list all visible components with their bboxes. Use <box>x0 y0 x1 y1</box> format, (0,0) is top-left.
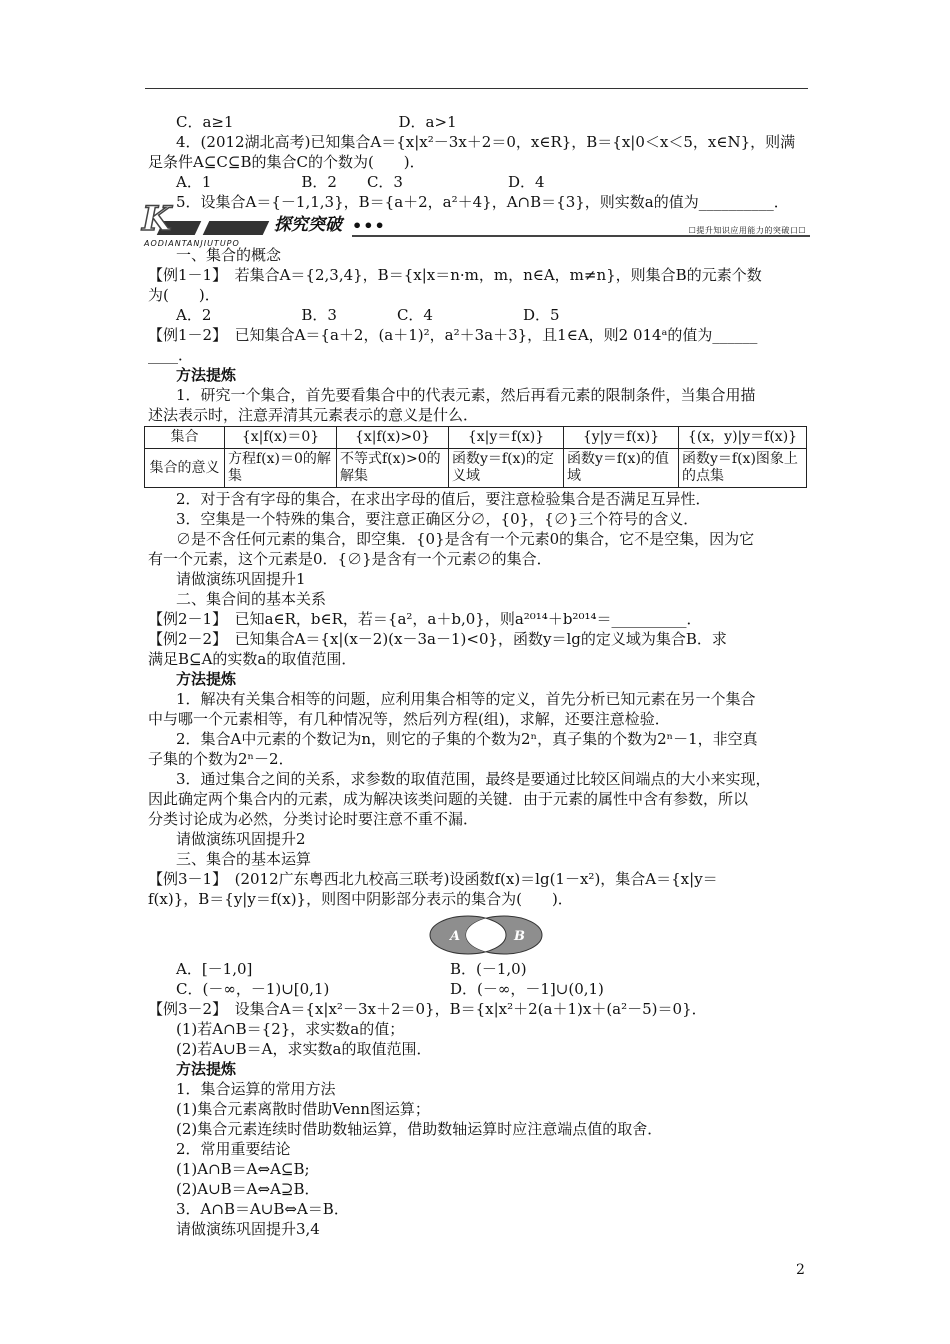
table-cell: {y|y＝f(x)} <box>564 427 679 449</box>
question-1: (1)若A∩B＝{2}，求实数a的值； <box>176 1020 405 1038</box>
option-c: C．(－∞，－1)∪[0,1) <box>176 980 330 998</box>
method-text: 3．通过集合之间的关系，求参数的取值范围，最终是要通过比较区间端点的大小来实现， <box>176 770 771 788</box>
example-1-2-line2: ____． <box>148 346 194 364</box>
problem-4-line2: 足条件A⊆C⊆B的集合C的个数为( )． <box>148 153 425 171</box>
method-text: 3．A∩B＝A∪B⇔A＝B． <box>176 1200 349 1218</box>
option-b: B．(－1,0) <box>450 960 527 978</box>
method-text: 因此确定两个集合内的元素，成为解决该类问题的关键．由于元素的属性中含有参数，所以 <box>148 790 749 808</box>
example-3-1-line2: f(x)}，B＝{y|y＝f(x)}，则图中阴影部分表示的集合为( )． <box>148 890 573 908</box>
option-d: D．(－∞，－1]∪(0,1) <box>450 980 604 998</box>
example-1-1-options: A．2 B．3 C．4 D．5 <box>176 306 560 324</box>
table-cell: {(x，y)|y＝f(x)} <box>679 427 807 449</box>
problem-4-options: A．1 B．2 C．3 D．4 <box>176 173 545 191</box>
banner-dots: ••• <box>352 216 386 235</box>
table-cell: 集合的意义 <box>145 449 225 488</box>
venn-diagram <box>426 913 546 957</box>
header-rule <box>145 88 808 89</box>
example-2-1: 【例2－1】 已知a∈R，b∈R，若＝{a²，a＋b,0}，则a²⁰¹⁴＋b²⁰¹⁴＝__________． <box>148 610 702 628</box>
method-text: (2)集合元素连续时借助数轴运算，借助数轴运算时应注意端点值的取舍． <box>176 1120 663 1138</box>
problem-4-line1: 4．(2012湖北高考)已知集合A＝{x|x²－3x＋2＝0，x∈R}，B＝{x|0＜x＜5，x∈N}，则满 <box>176 133 796 151</box>
example-1-2-line1: 【例1－2】 已知集合A＝{a＋2，(a＋1)²，a²＋3a＋3}，且1∈A，则2 014ᵃ的值为______ <box>148 326 758 344</box>
method-title: 方法提炼 <box>176 366 237 384</box>
method-text: 2．集合A中元素的个数记为n，则它的子集的个数为2ⁿ，真子集的个数为2ⁿ－1，非空真 <box>176 730 758 748</box>
method-text: 述法表示时，注意弄清其元素表示的意义是什么． <box>148 406 479 424</box>
table-row <box>145 427 807 449</box>
table-row <box>145 449 807 488</box>
practice-note: 请做演练巩固提升2 <box>176 830 306 848</box>
section-heading: 一、集合的概念 <box>176 246 282 264</box>
option-line: C．a≥1 D．a>1 <box>176 113 457 131</box>
venn-label-b: B <box>514 929 525 944</box>
example-1-1-line2: 为( )． <box>148 286 220 304</box>
method-text: 有一个元素，这个元素是0．{∅}是含有一个元素∅的集合． <box>148 550 552 568</box>
method-text: 子集的个数为2ⁿ－2． <box>148 750 294 768</box>
method-text: 1．解决有关集合相等的问题，应利用集合相等的定义，首先分析已知元素在另一个集合 <box>176 690 756 708</box>
table-cell: 函数y＝f(x)的定义域 <box>449 449 564 488</box>
method-text: 分类讨论成为必然，分类讨论时要注意不重不漏． <box>148 810 479 828</box>
table-cell: {x|f(x)>0} <box>337 427 449 449</box>
method-text: 2．常用重要结论 <box>176 1140 291 1158</box>
example-2-2-line1: 【例2－2】 已知集合A＝{x|(x－2)(x－3a－1)<0}，函数y＝lg的定义域为集合B．求 <box>148 630 727 648</box>
method-text: (1)A∩B＝A⇔A⊆B; <box>176 1160 310 1178</box>
method-text: (2)A∪B＝A⇔A⊇B． <box>176 1180 320 1198</box>
page-number: 2 <box>796 1262 805 1278</box>
venn-label-a: A <box>450 929 461 944</box>
section-heading: 二、集合间的基本关系 <box>176 590 327 608</box>
question-2: (2)若A∪B＝A，求实数a的取值范围． <box>176 1040 432 1058</box>
option-a: A．[－1,0] <box>176 960 253 978</box>
banner-slogan: ☐提升知识应用能力的突破口☐ <box>688 226 806 235</box>
method-text: 3．空集是一个特殊的集合，要注意正确区分∅，{0}，{∅}三个符号的含义． <box>176 510 699 528</box>
banner-letter: K <box>142 199 172 239</box>
set-meaning-table <box>144 426 807 488</box>
table-cell: {x|f(x)＝0} <box>225 427 337 449</box>
method-title: 方法提炼 <box>176 1060 237 1078</box>
practice-note: 请做演练巩固提升3,4 <box>176 1220 320 1238</box>
example-3-1-options-row2 <box>148 979 810 999</box>
method-title: 方法提炼 <box>176 670 237 688</box>
example-2-2-line2: 满足B⊆A的实数a的取值范围． <box>148 650 357 668</box>
banner-title: 探究突破 <box>274 215 342 235</box>
example-3-1-line1: 【例3－1】 (2012广东粤西北九校高三联考)设函数f(x)＝lg(1－x²)，集合A＝{x|y＝ <box>148 870 718 888</box>
table-cell: {x|y＝f(x)} <box>449 427 564 449</box>
method-text: 2．对于含有字母的集合，在求出字母的值后，要注意检验集合是否满足互异性． <box>176 490 711 508</box>
section-heading: 三、集合的基本运算 <box>176 850 312 868</box>
banner-subtitle: AODIANTANJIUTUPO <box>144 239 240 248</box>
method-text: 中与哪一个元素相等，有几种情况等，然后列方程(组)，求解，还要注意检验． <box>148 710 670 728</box>
page-content <box>142 112 810 1239</box>
table-cell: 不等式f(x)>0的解集 <box>337 449 449 488</box>
table-cell: 函数y＝f(x)的值域 <box>564 449 679 488</box>
method-text: (1)集合元素离散时借助Venn图运算； <box>176 1100 430 1118</box>
banner-bar <box>203 221 270 235</box>
table-cell: 集合 <box>145 427 225 449</box>
method-text: 1．集合运算的常用方法 <box>176 1080 336 1098</box>
method-text: ∅是不含任何元素的集合，即空集．{0}是含有一个元素0的集合，它不是空集，因为它 <box>176 530 755 548</box>
table-cell: 函数y＝f(x)图象上的点集 <box>679 449 807 488</box>
example-1-1-line1: 【例1－1】 若集合A＝{2,3,4}，B＝{x|x＝n·m，m，n∈A，m≠n}，则集合B的元素个数 <box>148 266 762 284</box>
problem-5: 5．设集合A＝{－1,1,3}，B＝{a＋2，a²＋4}，A∩B＝{3}，则实数a的值为__________． <box>176 193 789 211</box>
table-cell: 方程f(x)＝0的解集 <box>225 449 337 488</box>
method-text: 1．研究一个集合，首先要看集合中的代表元素，然后再看元素的限制条件，当集合用描 <box>176 386 756 404</box>
practice-note: 请做演练巩固提升1 <box>176 570 306 588</box>
example-3-1-options-row1 <box>148 959 810 979</box>
example-3-2: 【例3－2】 设集合A＝{x|x²－3x＋2＝0}，B＝{x|x²＋2(a＋1)x＋(a²－5)＝0}． <box>148 1000 707 1018</box>
